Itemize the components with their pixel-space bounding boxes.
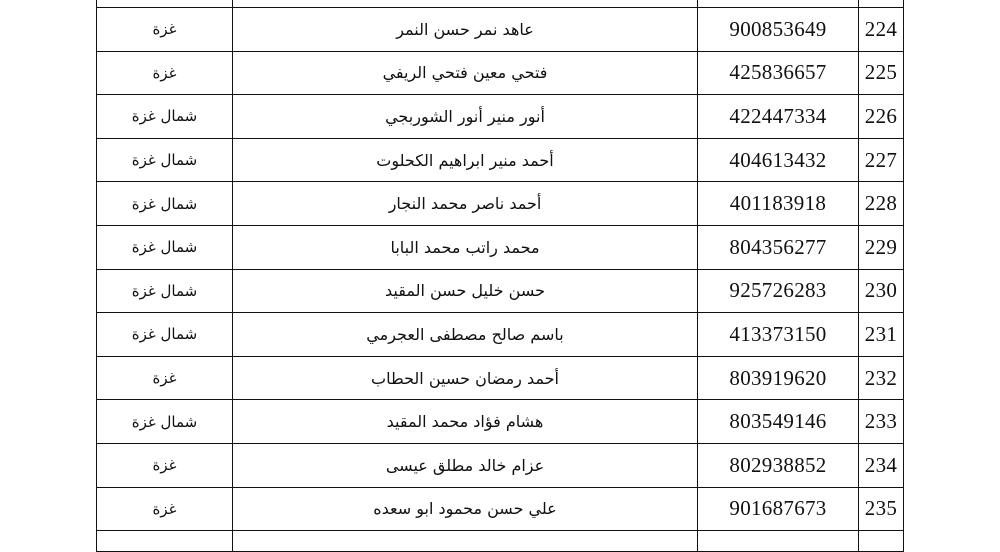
region-cell: شمال غزة [97,269,233,313]
sequence-number-cell: 234 [859,443,904,487]
id-number-cell: 900853649 [698,8,859,52]
id-number-cell: 925726283 [698,269,859,313]
sequence-number-cell: 224 [859,8,904,52]
region-cell: شمال غزة [97,400,233,444]
region-cell: غزة [97,51,233,95]
id-number-cell: 901687673 [698,487,859,531]
region-cell: شمال غزة [97,138,233,182]
table-row [97,269,904,313]
table-cell-empty [859,0,904,8]
id-number-cell: 803549146 [698,400,859,444]
table-row [97,313,904,357]
region-cell: شمال غزة [97,225,233,269]
table-row [97,51,904,95]
full-name-cell: أحمد منير ابراهيم الكحلوت [233,138,698,182]
sequence-number-cell: 231 [859,313,904,357]
id-number-cell: 803919620 [698,356,859,400]
id-number-cell: 401183918 [698,182,859,226]
table-cell-empty [698,0,859,8]
table-cell-empty [97,0,233,8]
sequence-number-cell: 225 [859,51,904,95]
full-name-cell: عزام خالد مطلق عيسى [233,443,698,487]
table-cell-empty [97,531,233,552]
roster-table [96,0,904,552]
table-row [97,182,904,226]
id-number-cell: 425836657 [698,51,859,95]
table-row-partial-bottom [97,531,904,552]
id-number-cell: 413373150 [698,313,859,357]
table-row [97,138,904,182]
table-row [97,356,904,400]
full-name-cell: هشام فؤاد محمد المقيد [233,400,698,444]
region-cell: غزة [97,487,233,531]
sequence-number-cell: 235 [859,487,904,531]
table-row [97,443,904,487]
roster-table-body [97,0,904,552]
id-number-cell: 404613432 [698,138,859,182]
table-row [97,225,904,269]
full-name-cell: محمد راتب محمد البابا [233,225,698,269]
table-row-partial-top [97,0,904,8]
region-cell: شمال غزة [97,182,233,226]
sequence-number-cell: 228 [859,182,904,226]
full-name-cell: أنور منير أنور الشوربجي [233,95,698,139]
full-name-cell: أحمد ناصر محمد النجار [233,182,698,226]
table-cell-empty [698,531,859,552]
region-cell: غزة [97,8,233,52]
region-cell: غزة [97,443,233,487]
sequence-number-cell: 233 [859,400,904,444]
sequence-number-cell: 227 [859,138,904,182]
id-number-cell: 804356277 [698,225,859,269]
full-name-cell: أحمد رمضان حسين الحطاب [233,356,698,400]
table-row [97,400,904,444]
sequence-number-cell: 232 [859,356,904,400]
sequence-number-cell: 229 [859,225,904,269]
table-cell-empty [233,531,698,552]
full-name-cell: عاهد نمر حسن النمر [233,8,698,52]
region-cell: غزة [97,356,233,400]
table-row [97,487,904,531]
full-name-cell: علي حسن محمود ابو سعده [233,487,698,531]
sequence-number-cell: 226 [859,95,904,139]
id-number-cell: 422447334 [698,95,859,139]
table-cell-empty [233,0,698,8]
region-cell: شمال غزة [97,313,233,357]
sequence-number-cell: 230 [859,269,904,313]
table-row [97,8,904,52]
full-name-cell: حسن خليل حسن المقيد [233,269,698,313]
full-name-cell: باسم صالح مصطفى العجرمي [233,313,698,357]
full-name-cell: فتحي معين فتحي الريفي [233,51,698,95]
table-row [97,95,904,139]
table-cell-empty [859,531,904,552]
id-number-cell: 802938852 [698,443,859,487]
region-cell: شمال غزة [97,95,233,139]
